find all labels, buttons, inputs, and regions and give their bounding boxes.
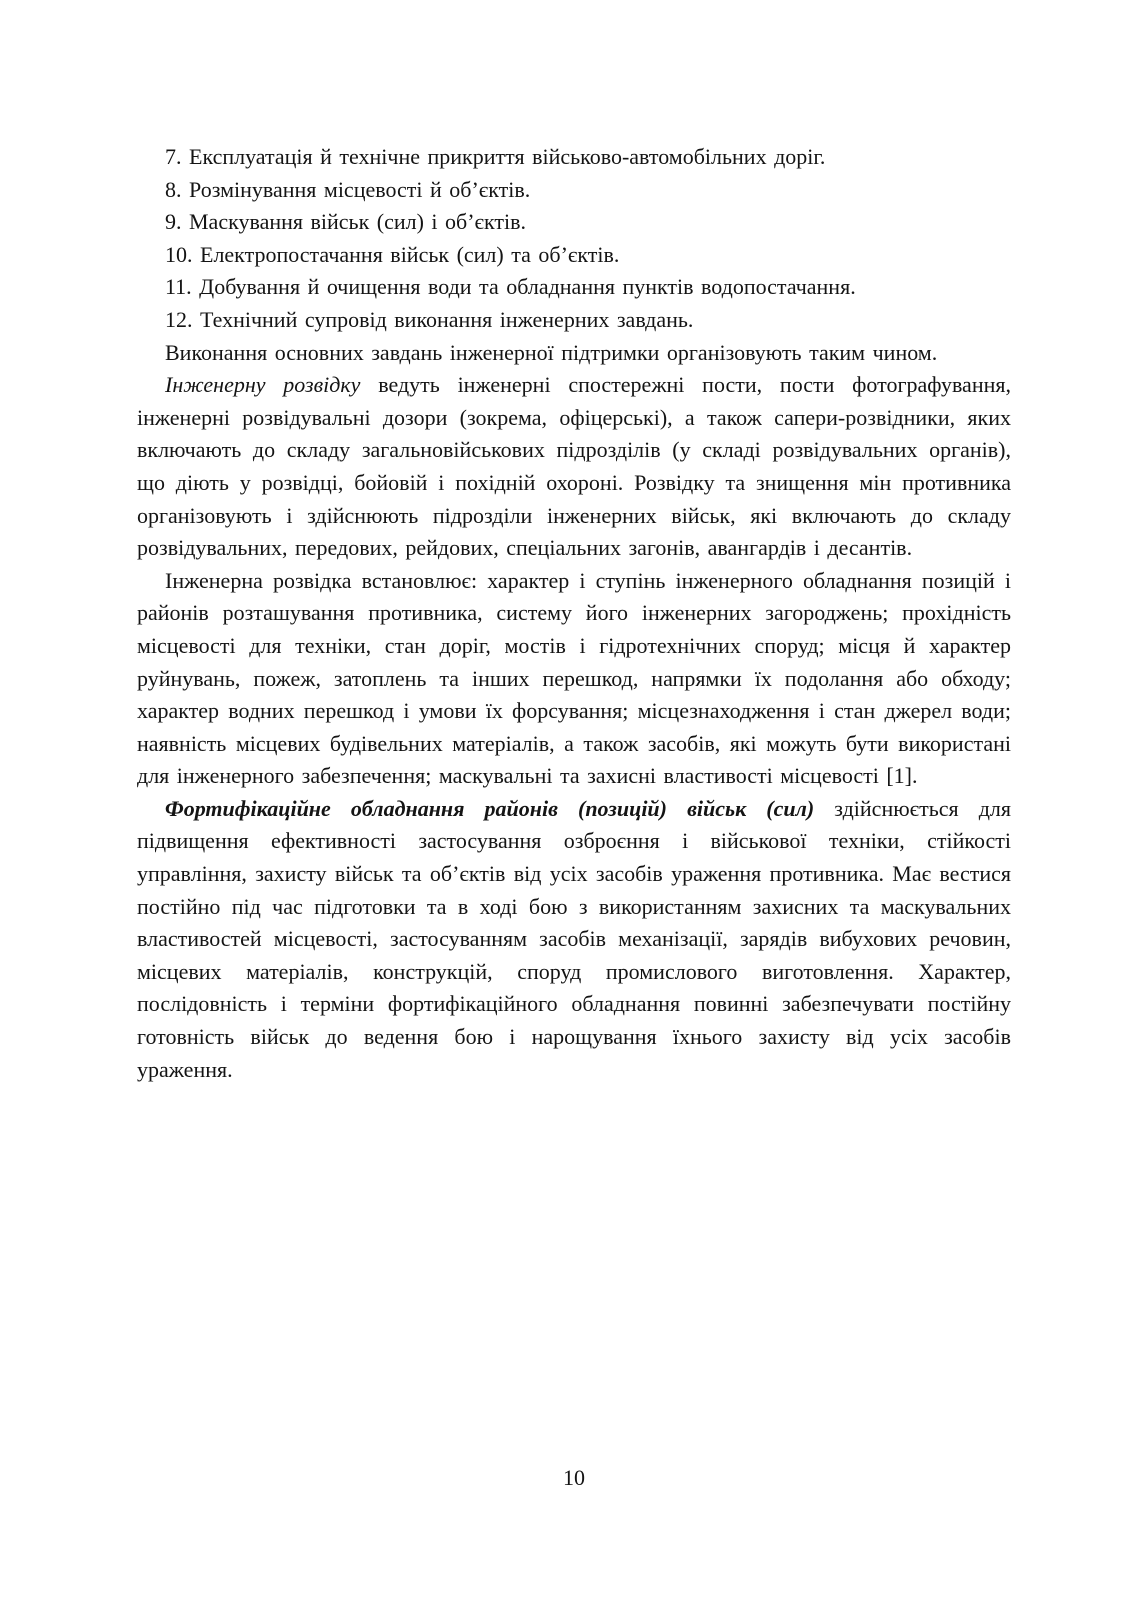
list-item-11	[137, 271, 1011, 304]
paragraph-text: ведуть інженерні спостережні пости, пости фотографування, інженерні розвідувальні дозори (зокрема, офіцерські), а також сапери-розвідники, яких включають до складу загальновійськових підрозділів (у складі розвідувальних органів), що діють у розвідці, бойовій і похідній охороні. Розвідку та знищення мін противника організовують і здійснюють підрозділи інженерних військ, які включають до складу розвідувальних, передових, рейдових, спеціальних загонів, авангардів і десантів.	[137, 372, 1011, 561]
paragraph-text: Інженерна розвідка встановлює: характер і ступінь інженерного обладнання позицій і районів розташування противника, систему його інженерних загороджень; прохідність місцевості для техніки, стан доріг, мостів і гідротехнічних споруд; місця й характер руйнувань, пожеж, затоплень та інших перешкод, напрямки їх подолання або обходу; характер водних перешкод і умови їх форсування; місцезнаходження і стан джерел води; наявність місцевих будівельних матеріалів, а також засобів, які можуть бути використані для інженерного забезпечення; маскувальні та захисні властивості місцевості [1].	[137, 567, 1011, 789]
list-item-text: 12. Технічний супровід виконання інженерних завдань.	[165, 306, 694, 332]
list-item-12	[137, 304, 1011, 337]
page-number: 10	[563, 1465, 585, 1490]
list-item-text: 8. Розмінування місцевості й об’єктів.	[165, 176, 531, 202]
paragraph-fortification	[137, 793, 1011, 1086]
text-block	[137, 141, 1011, 1086]
list-item-text: 9. Маскування військ (сил) і об’єктів.	[165, 209, 527, 235]
list-item-text: 10. Електропостачання військ (сил) та об’єктів.	[165, 241, 620, 267]
paragraph-text: Виконання основних завдань інженерної підтримки організовують таким чином.	[165, 339, 938, 365]
list-item-7	[137, 141, 1011, 174]
paragraph-lead-bold-italic: Фортифікаційне обладнання районів (позицій) військ (сил)	[165, 795, 815, 821]
paragraph-intro	[137, 337, 1011, 370]
list-item-10	[137, 239, 1011, 272]
paragraph-engineer-recon	[137, 369, 1011, 565]
paragraph-recon-establishes	[137, 565, 1011, 793]
paragraph-text: здійснюється для підвищення ефективності застосування озброєння і військової техніки, стійкості управління, захисту військ та об’єктів від усіх засобів ураження противника. Має вестися постійно під час підготовки та в ході бою з використанням захисних та маскувальних властивостей місцевості, застосуванням засобів механізації, зарядів вибухових речовин, місцевих матеріалів, конструкцій, споруд промислового виготовлення. Характер, послідовність і терміни фортифікаційного обладнання повинні забезпечувати постійну готовність військ до ведення бою і нарощування їхнього захисту від усіх засобів ураження.	[137, 795, 1011, 1082]
list-item-8	[137, 174, 1011, 207]
list-item-text: 7. Експлуатація й технічне прикриття військово-автомобільних доріг.	[165, 144, 826, 169]
list-item-text: 11. Добування й очищення води та обладнання пунктів водопостачання.	[165, 274, 856, 300]
paragraph-lead-italic: Інженерну розвідку	[165, 372, 361, 398]
list-item-9	[137, 206, 1011, 239]
